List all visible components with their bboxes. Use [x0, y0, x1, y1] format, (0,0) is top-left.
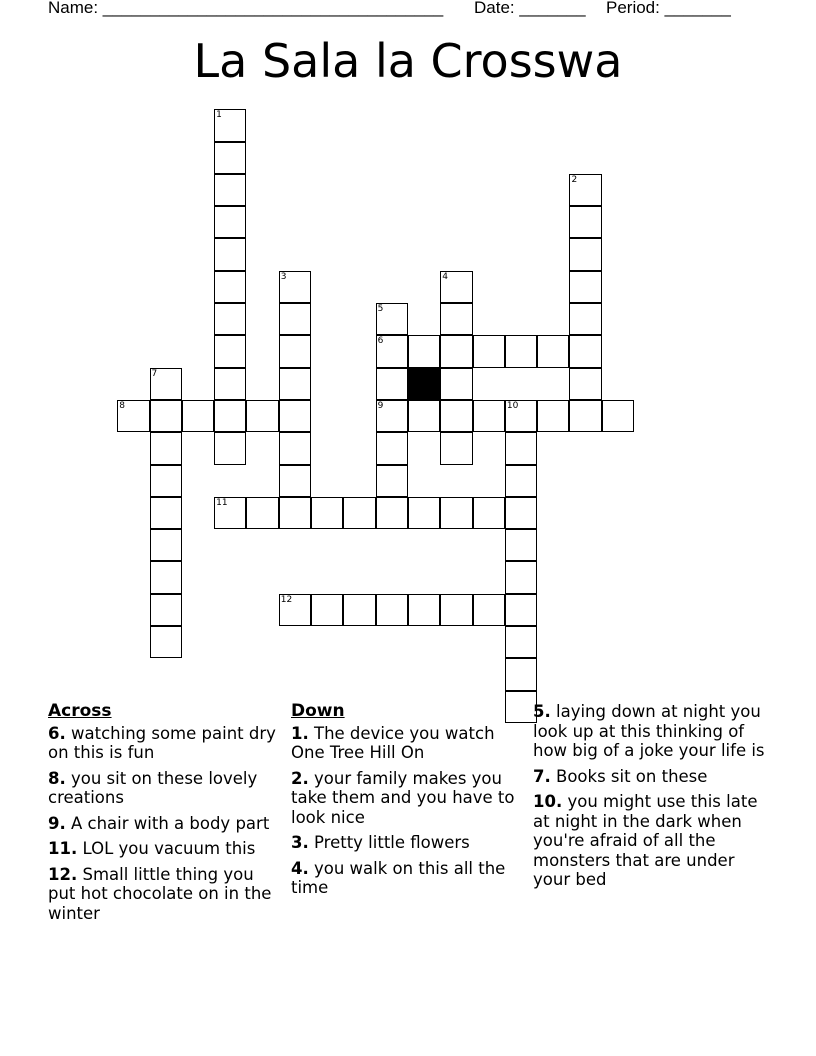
grid-cell[interactable] — [214, 497, 246, 529]
clue-item — [48, 865, 280, 924]
grid-cell[interactable] — [376, 368, 408, 400]
grid-cell[interactable] — [440, 594, 472, 626]
clue-number: 12 — [280, 594, 293, 605]
clue-number: 4 — [442, 271, 448, 282]
date-field: Date: _______ — [474, 0, 586, 17]
grid-cell[interactable] — [150, 561, 182, 593]
clue-item — [291, 859, 523, 898]
grid-cell[interactable] — [150, 465, 182, 497]
clue-text: watching some paint dry on this is fun — [48, 723, 276, 762]
clue-num: 3. — [291, 833, 309, 852]
grid-cell[interactable] — [602, 400, 634, 432]
grid-cell[interactable] — [279, 497, 311, 529]
clue-number: 10 — [506, 400, 519, 411]
grid-cell[interactable] — [440, 497, 472, 529]
grid-cell[interactable] — [569, 400, 601, 432]
clue-item — [533, 792, 765, 890]
grid-cell[interactable] — [214, 174, 246, 206]
clue-item — [48, 724, 280, 763]
grid-cell[interactable] — [569, 368, 601, 400]
grid-cell[interactable] — [505, 400, 537, 432]
down-clues-continued — [533, 702, 765, 896]
grid-cell[interactable] — [440, 271, 472, 303]
grid-cell[interactable] — [150, 368, 182, 400]
grid-cell[interactable] — [214, 400, 246, 432]
clue-num: 8. — [48, 768, 66, 788]
grid-cell[interactable] — [150, 497, 182, 529]
clue-item — [291, 724, 523, 763]
grid-cell[interactable] — [150, 529, 182, 561]
grid-cell[interactable] — [376, 400, 408, 432]
clue-number: 7 — [151, 368, 158, 379]
black-cell — [408, 368, 440, 400]
grid-cell[interactable] — [408, 400, 440, 432]
grid-cell[interactable] — [376, 303, 408, 335]
grid-cell[interactable] — [214, 271, 246, 303]
grid-cell[interactable] — [376, 497, 408, 529]
grid-cell[interactable] — [505, 529, 537, 561]
clue-text: you sit on these lovely creations — [48, 768, 258, 807]
grid-cell[interactable] — [569, 206, 601, 238]
grid-cell[interactable] — [473, 335, 505, 367]
grid-cell[interactable] — [279, 271, 311, 303]
grid-cell[interactable] — [214, 335, 246, 367]
clue-num: 7. — [533, 766, 551, 786]
grid-cell[interactable] — [408, 497, 440, 529]
clue-num: 11. — [48, 839, 78, 858]
grid-cell[interactable] — [505, 497, 537, 529]
grid-cell[interactable] — [246, 497, 278, 529]
grid-cell[interactable] — [182, 400, 214, 432]
clue-number: 9 — [377, 400, 384, 411]
clue-text: Small little thing you put hot chocolate on in the winter — [48, 864, 272, 923]
clue-item — [48, 839, 280, 859]
clue-item — [533, 702, 765, 761]
grid-cell[interactable] — [569, 335, 601, 367]
clue-number: 8 — [119, 400, 125, 411]
clue-item — [48, 769, 280, 808]
grid-cell[interactable] — [279, 368, 311, 400]
clue-num: 10. — [533, 792, 563, 811]
name-field: Name: ____________________________________ — [48, 0, 444, 17]
down-heading: Down — [291, 701, 345, 721]
clue-text: A chair with a body part — [71, 813, 270, 833]
grid-cell[interactable] — [376, 432, 408, 464]
clue-text: you walk on this all the time — [291, 858, 506, 897]
grid-cell[interactable] — [279, 594, 311, 626]
grid-cell[interactable] — [473, 497, 505, 529]
grid-cell[interactable] — [473, 594, 505, 626]
grid-cell[interactable] — [150, 594, 182, 626]
period-field: Period: _______ — [606, 0, 731, 17]
grid-cell[interactable] — [214, 206, 246, 238]
clue-item — [291, 769, 523, 828]
grid-cell[interactable] — [279, 465, 311, 497]
clue-num: 5. — [533, 702, 551, 721]
clue-number: 11 — [216, 497, 228, 508]
grid-cell[interactable] — [537, 400, 569, 432]
grid-cell[interactable] — [214, 432, 246, 464]
clue-num: 2. — [291, 768, 309, 788]
grid-cell[interactable] — [440, 432, 472, 464]
grid-cell[interactable] — [343, 594, 375, 626]
grid-cell[interactable] — [473, 400, 505, 432]
grid-cell[interactable] — [214, 303, 246, 335]
grid-cell[interactable] — [440, 400, 472, 432]
clue-number: 6 — [377, 336, 384, 347]
clue-num: 6. — [48, 723, 66, 743]
grid-cell[interactable] — [376, 594, 408, 626]
clue-text: LOL you vacuum this — [82, 839, 256, 858]
down-clues — [291, 702, 523, 904]
clue-number: 1 — [216, 110, 222, 121]
across-clues — [48, 702, 280, 929]
grid-cell[interactable] — [343, 497, 375, 529]
grid-cell[interactable] — [150, 432, 182, 464]
grid-cell[interactable] — [569, 303, 601, 335]
grid-cell[interactable] — [311, 594, 343, 626]
grid-cell[interactable] — [376, 335, 408, 367]
grid-cell[interactable] — [214, 238, 246, 270]
clue-item — [291, 833, 523, 853]
clue-num: 12. — [48, 864, 78, 884]
grid-cell[interactable] — [376, 465, 408, 497]
grid-cell[interactable] — [505, 594, 537, 626]
clue-text: The device you watch One Tree Hill On — [291, 723, 495, 762]
clue-number: 3 — [280, 271, 287, 282]
grid-cell[interactable] — [440, 335, 472, 367]
grid-cell[interactable] — [117, 400, 149, 432]
clue-number: 2 — [571, 174, 578, 185]
grid-cell[interactable] — [279, 335, 311, 367]
clue-num: 4. — [291, 858, 309, 878]
grid-cell[interactable] — [537, 335, 569, 367]
clue-item — [533, 767, 765, 787]
clue-num: 1. — [291, 723, 309, 743]
grid-cell[interactable] — [408, 335, 440, 367]
grid-cell[interactable] — [246, 400, 278, 432]
grid-cell[interactable] — [440, 368, 472, 400]
clue-text: Pretty little flowers — [314, 833, 470, 852]
grid-cell[interactable] — [279, 432, 311, 464]
clue-item — [48, 814, 280, 834]
grid-cell[interactable] — [505, 658, 537, 690]
across-heading: Across — [48, 701, 112, 721]
grid-cell[interactable] — [311, 497, 343, 529]
grid-cell[interactable] — [279, 400, 311, 432]
clue-text: Books sit on these — [556, 766, 708, 786]
clue-text: laying down at night you look up at this thinking of how big of a joke your life is — [533, 702, 765, 760]
clue-text: your family makes you take them and you have to look nice — [291, 768, 515, 827]
grid-cell[interactable] — [150, 626, 182, 658]
grid-cell[interactable] — [214, 368, 246, 400]
clue-text: you might use this late at night in the dark when you're afraid of all the monsters that are under your bed — [533, 792, 758, 889]
grid-cell[interactable] — [408, 594, 440, 626]
grid-cell[interactable] — [569, 174, 601, 206]
grid-cell[interactable] — [569, 238, 601, 270]
grid-cell[interactable] — [440, 303, 472, 335]
grid-cell[interactable] — [214, 142, 246, 174]
grid-cell[interactable] — [150, 400, 182, 432]
grid-cell[interactable] — [279, 303, 311, 335]
grid-cell[interactable] — [505, 465, 537, 497]
grid-cell[interactable] — [569, 271, 601, 303]
grid-cell[interactable] — [505, 626, 537, 658]
grid-cell[interactable] — [505, 335, 537, 367]
clue-number: 5 — [377, 304, 384, 315]
clue-num: 9. — [48, 813, 66, 833]
grid-cell[interactable] — [214, 109, 246, 141]
grid-cell[interactable] — [505, 432, 537, 464]
page-title: La Sala la Crosswa — [193, 34, 623, 88]
grid-cell[interactable] — [505, 561, 537, 593]
